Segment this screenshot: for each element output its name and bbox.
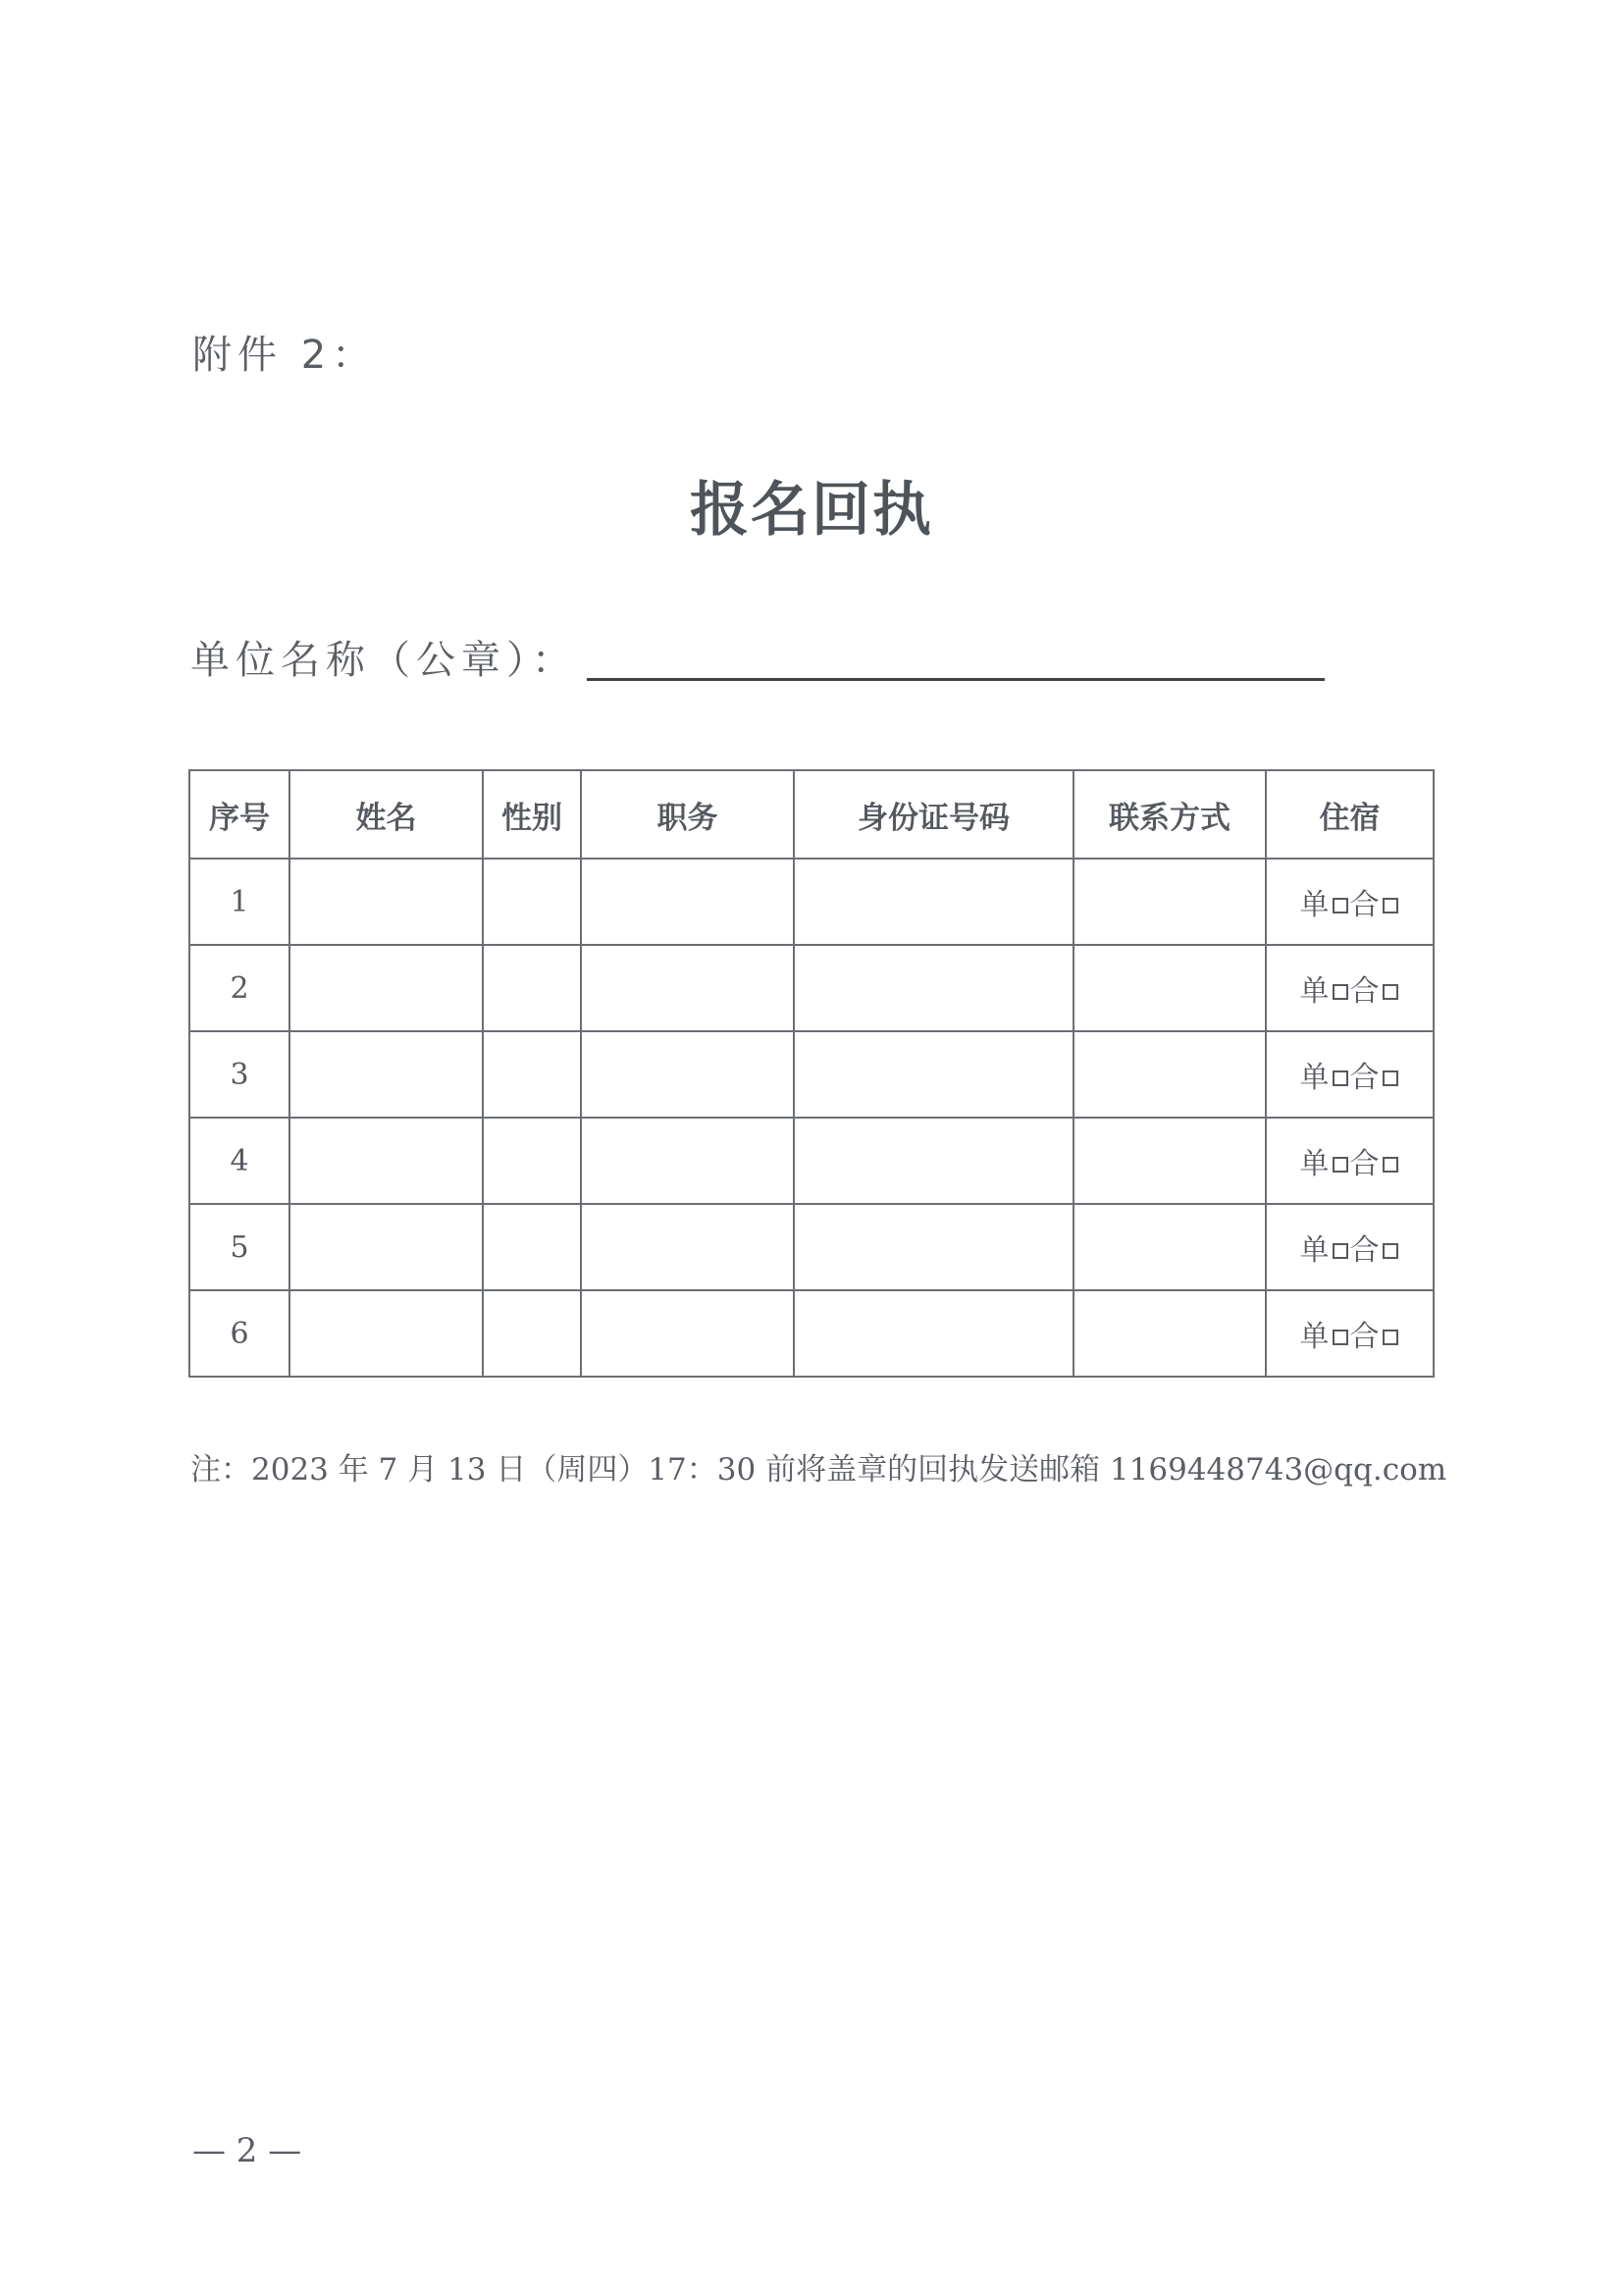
seq-cell: 3	[189, 1031, 289, 1118]
table-row	[189, 1031, 1434, 1118]
table-row	[189, 945, 1434, 1031]
position-cell[interactable]	[581, 1031, 794, 1118]
id-number-cell[interactable]	[794, 1204, 1073, 1290]
double-room-label: 合	[1349, 1061, 1380, 1095]
contact-cell[interactable]	[1073, 945, 1266, 1031]
single-room-label: 单	[1299, 1147, 1330, 1181]
table-row	[189, 1204, 1434, 1290]
contact-cell[interactable]	[1073, 1290, 1266, 1377]
gender-cell[interactable]	[483, 945, 581, 1031]
attachment-label: 附件 2：	[192, 333, 378, 378]
double-room-checkbox[interactable]	[1383, 1157, 1398, 1173]
double-room-label: 合	[1349, 1233, 1380, 1268]
document-title: 报名回执	[690, 476, 933, 545]
double-room-checkbox[interactable]	[1383, 984, 1398, 1000]
double-room-label: 合	[1349, 974, 1380, 1009]
gender-cell[interactable]	[483, 859, 581, 945]
double-room-checkbox[interactable]	[1383, 1243, 1398, 1259]
table-header-row	[189, 770, 1434, 859]
header-id-number: 身份证号码	[794, 770, 1073, 859]
lodging-cell	[1266, 1204, 1434, 1290]
header-gender: 性别	[483, 770, 581, 859]
single-room-checkbox[interactable]	[1333, 1157, 1348, 1173]
double-room-label: 合	[1349, 888, 1380, 922]
gender-cell[interactable]	[483, 1118, 581, 1204]
single-room-label: 单	[1299, 1061, 1330, 1095]
contact-cell[interactable]	[1073, 1031, 1266, 1118]
seq-cell: 5	[189, 1204, 289, 1290]
seq-cell: 2	[189, 945, 289, 1031]
lodging-cell	[1266, 1118, 1434, 1204]
gender-cell[interactable]	[483, 1204, 581, 1290]
contact-cell[interactable]	[1073, 859, 1266, 945]
name-cell[interactable]	[289, 1204, 483, 1290]
single-room-label: 单	[1299, 1233, 1330, 1268]
single-room-checkbox[interactable]	[1333, 1243, 1348, 1259]
contact-cell[interactable]	[1073, 1204, 1266, 1290]
unit-name-blank[interactable]	[587, 678, 1325, 681]
seq-cell: 6	[189, 1290, 289, 1377]
lodging-cell	[1266, 859, 1434, 945]
lodging-cell	[1266, 1031, 1434, 1118]
position-cell[interactable]	[581, 1290, 794, 1377]
page-number: — 2 —	[192, 2131, 302, 2170]
double-room-checkbox[interactable]	[1383, 898, 1398, 913]
position-cell[interactable]	[581, 1118, 794, 1204]
gender-cell[interactable]	[483, 1290, 581, 1377]
unit-name-row	[190, 636, 1325, 685]
double-room-checkbox[interactable]	[1383, 1330, 1398, 1345]
id-number-cell[interactable]	[794, 1118, 1073, 1204]
table-row	[189, 859, 1434, 945]
id-number-cell[interactable]	[794, 945, 1073, 1031]
single-room-label: 单	[1299, 888, 1330, 922]
single-room-label: 单	[1299, 974, 1330, 1009]
unit-name-label: 单位名称（公章）：	[190, 638, 577, 683]
name-cell[interactable]	[289, 1290, 483, 1377]
header-seq: 序号	[189, 770, 289, 859]
table-row	[189, 1118, 1434, 1204]
double-room-label: 合	[1349, 1320, 1380, 1354]
table-row	[189, 1290, 1434, 1377]
single-room-checkbox[interactable]	[1333, 984, 1348, 1000]
seq-cell: 4	[189, 1118, 289, 1204]
single-room-checkbox[interactable]	[1333, 1330, 1348, 1345]
name-cell[interactable]	[289, 1031, 483, 1118]
id-number-cell[interactable]	[794, 1031, 1073, 1118]
double-room-label: 合	[1349, 1147, 1380, 1181]
header-contact: 联系方式	[1073, 770, 1266, 859]
double-room-checkbox[interactable]	[1383, 1070, 1398, 1086]
position-cell[interactable]	[581, 859, 794, 945]
position-cell[interactable]	[581, 945, 794, 1031]
lodging-cell	[1266, 945, 1434, 1031]
header-position: 职务	[581, 770, 794, 859]
header-name: 姓名	[289, 770, 483, 859]
name-cell[interactable]	[289, 1118, 483, 1204]
lodging-cell	[1266, 1290, 1434, 1377]
seq-cell: 1	[189, 859, 289, 945]
single-room-label: 单	[1299, 1320, 1330, 1354]
single-room-checkbox[interactable]	[1333, 898, 1348, 913]
submission-note: 注：2023 年 7 月 13 日（周四）17：30 前将盖章的回执发送邮箱 1169448743@qq.com	[190, 1452, 1447, 1487]
name-cell[interactable]	[289, 859, 483, 945]
gender-cell[interactable]	[483, 1031, 581, 1118]
registration-table	[188, 769, 1435, 1378]
position-cell[interactable]	[581, 1204, 794, 1290]
single-room-checkbox[interactable]	[1333, 1070, 1348, 1086]
header-lodging: 住宿	[1266, 770, 1434, 859]
id-number-cell[interactable]	[794, 1290, 1073, 1377]
contact-cell[interactable]	[1073, 1118, 1266, 1204]
id-number-cell[interactable]	[794, 859, 1073, 945]
name-cell[interactable]	[289, 945, 483, 1031]
